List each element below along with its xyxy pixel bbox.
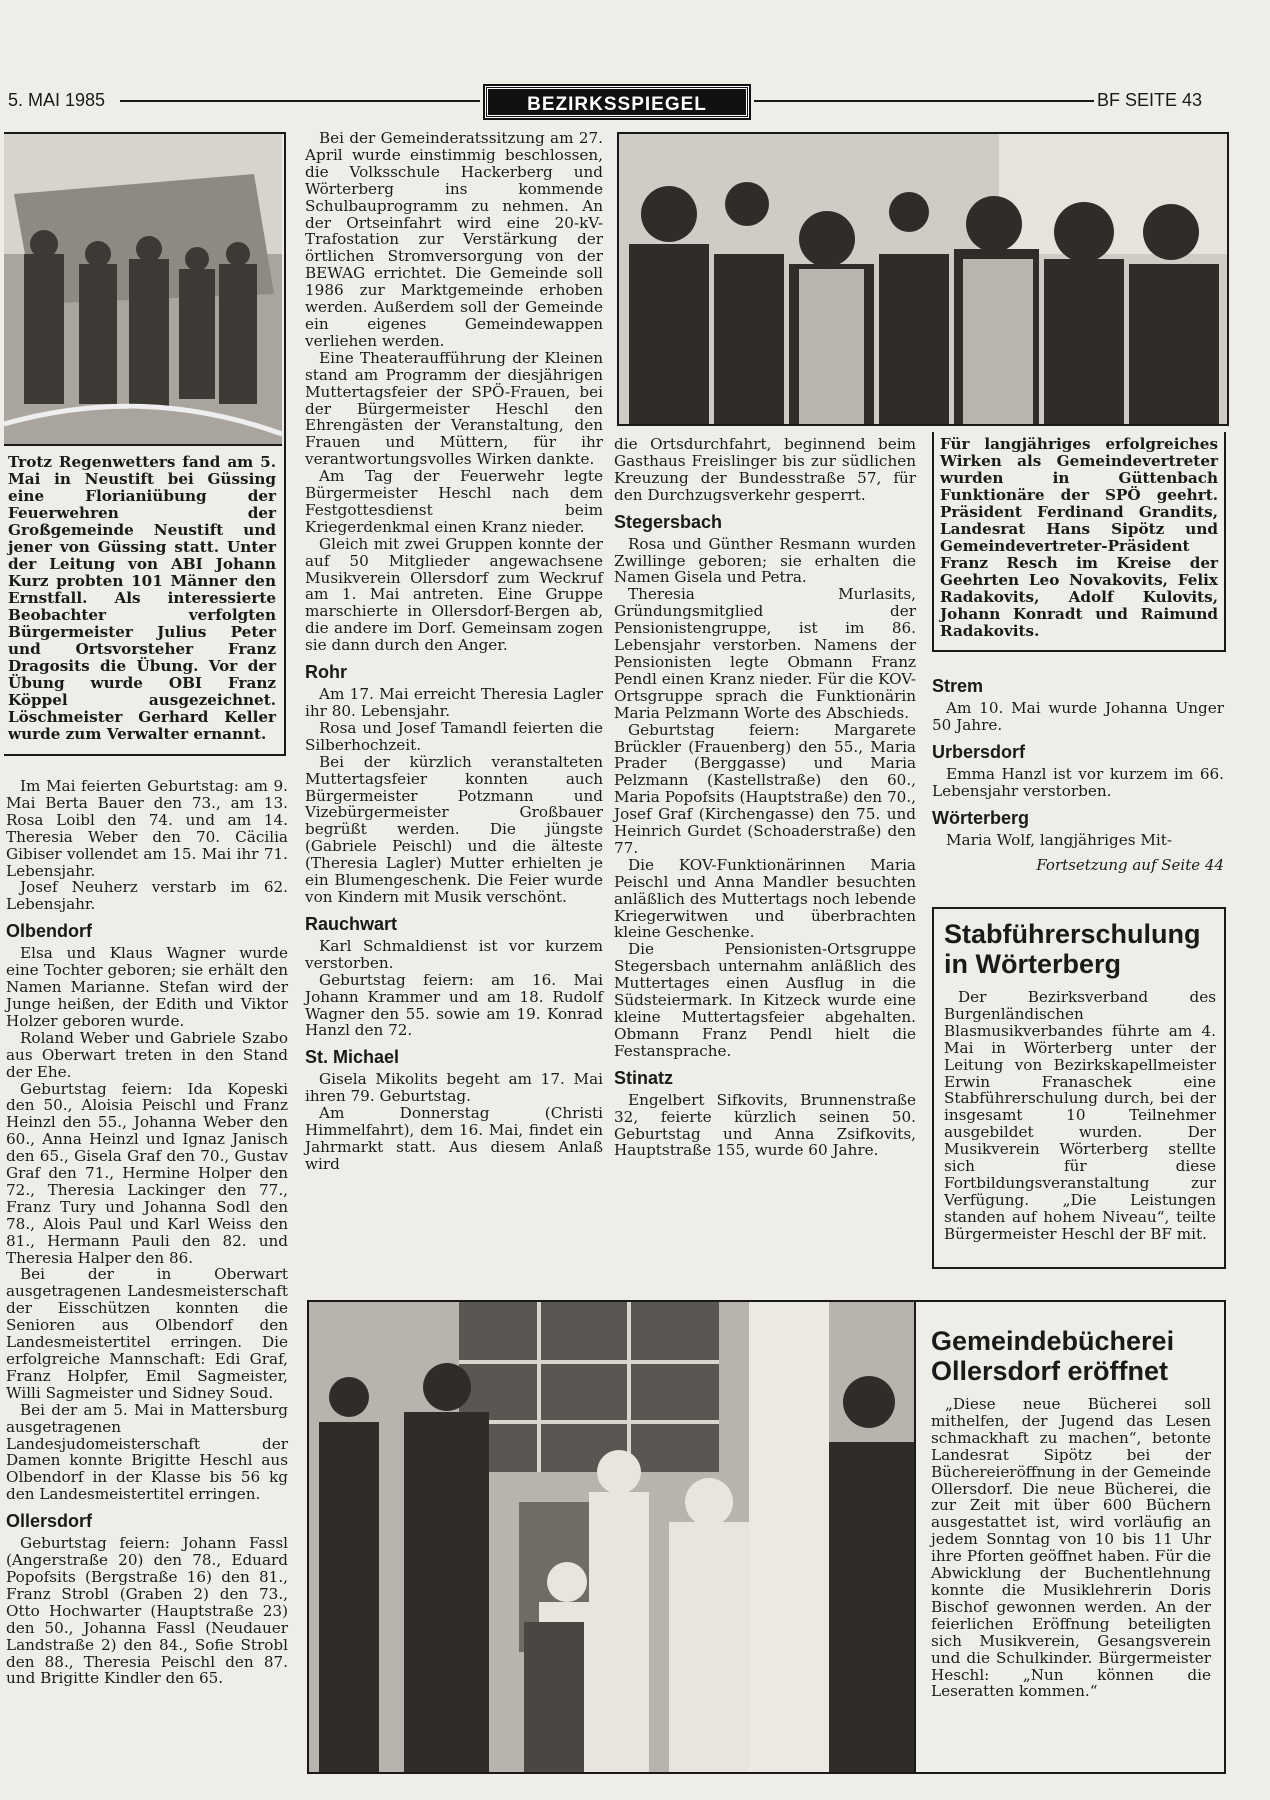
col2-paragraph: Gisela Mikolits begeht am 17. Mai ihren 79. Geburtstag. bbox=[305, 1070, 603, 1106]
heading-olbendorf: Olbendorf bbox=[6, 921, 92, 942]
col1-paragraph: Bei der in Oberwart ausgetragenen Landesmeisterschaft der Eisschützen konnten die Senioren aus Olbendorf den Landesmeistertitel erringen. Die erfolgreiche Mannschaft: Edi Graf, Franz Holpfer, Emil Sagmeister, Willi Sagmeister und Sidney Soud. bbox=[6, 1265, 288, 1402]
photo-library-opening bbox=[309, 1302, 916, 1772]
col1-paragraph: Elsa und Klaus Wagner wurde eine Tochter geboren; sie erhält den Namen Marianne. Stefan wird der Junge heißen, der Edith und Viktor Holzer geboren wurde. bbox=[6, 944, 288, 1030]
col3-paragraph: Theresia Murlasits, Gründungsmitglied der Pensionistengruppe, ist im 86. Lebensjahr verstorben. Namens der Pensionisten legte Obmann Franz Pendl einen Kranz nieder. Für die KOV-Ortsgruppe sprach die Funktionärin Maria Pelzmann Worte des Abschieds. bbox=[614, 585, 916, 722]
header-date: 5. MAI 1985 bbox=[8, 90, 106, 110]
article-box-stabfuehrer bbox=[932, 907, 1226, 1269]
paragraph-stabfuehrer: Der Bezirksverband des Burgenländischen Blasmusikverbandes führte am 4. Mai in Wörterberg unter der Leitung von Bezirkskapellmeister Erwin Franaschek eine Stabführerschulung durch, bei der insgesamt 10 Teilnehmer ausgebildet wurden. Der Musikverein Wörterberg stellte sich für diese Fortbildungsveranstaltung zur Verfügung. „Die Leistungen standen auf hohem Niveau“, teilte Bürgermeister Heschl der BF mit. bbox=[944, 988, 1216, 1243]
col2-paragraph: Am Tag der Feuerwehr legte Bürgermeister Heschl nach dem Festgottesdienst beim Kriegerdenkmal einen Kranz nieder. bbox=[305, 467, 603, 536]
col4-paragraph: Emma Hanzl ist vor kurzem im 66. Lebensjahr verstorben. bbox=[932, 764, 1224, 800]
heading-strem: Strem bbox=[932, 676, 984, 696]
column-3 bbox=[614, 436, 916, 1159]
text-stabfuehrer bbox=[944, 989, 1216, 1243]
header-rule-left bbox=[120, 100, 480, 102]
col2-paragraph: Bei der Gemeinderatssitzung am 27. April wurde einstimmig beschlossen, die Volksschule Hackerberg und Wörterberg ins kommende Schulbauprogramm zu nehmen. An der Ortseinfahrt wird eine 20-kV-Trafostation zur Verstärkung der örtlichen Stromversorgung von der BEWAG errichtet. Die Gemeinde soll 1986 zur Marktgemeinde erhoben werden. Außerdem soll der Gemeinde ein eigenes Gemeindewappen verliehen werden. bbox=[305, 129, 603, 350]
heading-urbersdorf: Urbersdorf bbox=[932, 741, 1026, 762]
heading-stegersbach: Stegersbach bbox=[614, 511, 723, 532]
heading-rauchwart: Rauchwart bbox=[305, 913, 398, 934]
col4-paragraph: Maria Wolf, langjähriges Mit- bbox=[946, 830, 1172, 849]
heading-ollersdorf: Ollersdorf bbox=[6, 1511, 93, 1532]
col3-paragraph: Die Pensionisten-Ortsgruppe Stegersbach unternahm anläßlich des Muttertages einen Ausflug in die Südsteiermark. In Kitzeck wurde eine kleine Muttertagsfeier abgehalten. Obmann Franz Pendl hielt die Festansprache. bbox=[614, 940, 916, 1060]
col3-paragraph: Geburtstag feiern: Margarete Brückler (Frauenberg) den 55., Maria Prader (Berggasse) und Maria Pelzmann (Kastellstraße) den 60., Maria Popofsits (Hauptstraße) den 70., Josef Graf (Kirchengasse) den 75. und Heinrich Gurdet (Schoaderstraße) den 77. bbox=[614, 720, 916, 857]
heading-stinatz: Stinatz bbox=[614, 1067, 674, 1088]
headline-stabfuehrer: Stabführerschulung in Wörterberg bbox=[944, 919, 1201, 979]
photo-box-firefighters bbox=[4, 132, 286, 756]
photo-group-honorees bbox=[617, 132, 1229, 426]
col1-paragraph: Im Mai feierten Geburtstag: am 9. Mai Berta Bauer den 73., am 13. Rosa Loibl den 74. und am 14. Theresia Weber den 70. Cäcilia Gibiser vollendet am 15. Mai ihr 71. Lebensjahr. bbox=[6, 777, 288, 880]
continued-note: Fortsetzung auf Seite 44 bbox=[1036, 855, 1224, 874]
col1-paragraph: Bei der am 5. Mai in Mattersburg ausgetragenen Landesjudomeisterschaft der Damen konnte Brigitte Heschl aus Olbendorf in der Klasse bis 56 kg den Landesmeistertitel erringen. bbox=[6, 1400, 288, 1504]
photo-caption-honorees: Für langjähriges erfolgreiches Wirken als Gemeindevertreter wurden in Güttenbach Funktionäre der SPÖ geehrt. Präsident Ferdinand Grandits, Landesrat Hans Sipötz und Gemeindevertreter-Präsident Franz Resch im Kreise der Geehrten Leo Novakovits, Felix Radakovits, Adolf Kulovits, Johann Konradt und Raimund Radakovits. bbox=[940, 435, 1218, 640]
col1-paragraph: Geburtstag feiern: Ida Kopeski den 50., Aloisia Peischl und Franz Heinzl den 55., Johanna Weber den 60., Anna Heinzl und Ignaz Janisch den 65., Gisela Graf den 70., Gustav Graf den 71., Hermine Holper den 72., Theresia Lackinger den 77., Franz Tury und Johanna Sodl den 78., Alois Paul und Karl Weiss den 81., Hermann Pauli den 82. und Theresia Halper den 86. bbox=[6, 1079, 288, 1267]
header-rule-right bbox=[754, 100, 1094, 102]
col2-paragraph: Bei der kürzlich veranstalteten Muttertagsfeier konnten auch Bürgermeister Potzmann und Vizebürgermeister Großbauer begrüßt werden. Die jüngste (Gabriele Peischl) und die älteste (Theresia Lagler) Mutter erhielten je ein Blumengeschenk. Die Feier wurde von Kindern mit Musik verschönt. bbox=[305, 752, 603, 906]
header-page-number: BF SEITE 43 bbox=[1097, 90, 1203, 110]
col3-paragraph: Die KOV-Funktionärinnen Maria Peischl und Anna Mandler besuchten anläßlich des Muttertags noch lebende Kriegerwitwen und überbrachten kleine Geschenke. bbox=[614, 855, 916, 942]
col2-paragraph: Am 17. Mai erreicht Theresia Lagler ihr 80. Lebensjahr. bbox=[305, 685, 603, 720]
heading-rohr: Rohr bbox=[305, 662, 347, 683]
col2-paragraph: Rosa und Josef Tamandl feierten die Silberhochzeit. bbox=[305, 718, 603, 754]
col2-paragraph: Eine Theateraufführung der Kleinen stand am Programm der diesjährigen Muttertagsfeier der SPÖ-Frauen, bei der Bürgermeister Heschl den Ehrengästen der Veranstaltung, den Frauen und Müttern, für ihr verantwortungsvolles Wirken dankte. bbox=[305, 348, 603, 469]
column-1 bbox=[6, 778, 288, 1687]
paragraph-buecherei: „Diese neue Bücherei soll mithelfen, der Jugend das Lesen schmackhaft zu machen“, betonte Landesrat Sipötz bei der Büchereieröffnung in der Gemeinde Ollersdorf. Die neue Bücherei, die zur Zeit mit über 600 Büchern ausgestattet ist, wird vorläufig an jedem Sonntag von 10 bis 11 Uhr ihre Pforten geöffnet haben. Für die Abwicklung der Buchentlehnung konnte die Musiklehrerin Doris Bischof gewonnen werden. An der feierlichen Eröffnung beteiligten sich Musikverein, Gesangsverein und die Schulkinder. Bürgermeister Heschl: „Nun können die Leseratten kommen.“ bbox=[931, 1395, 1211, 1701]
col3-paragraph: Engelbert Sifkovits, Brunnenstraße 32, feierte kürzlich seinen 50. Geburtstag und Anna Zsifkovits, Hauptstraße 155, wurde 60 Jahre. bbox=[614, 1090, 916, 1160]
headline-buecherei: Gemeindebücherei Ollersdorf eröffnet bbox=[931, 1326, 1175, 1386]
heading-st-michael: St. Michael bbox=[305, 1047, 400, 1068]
caption-box-honorees bbox=[932, 432, 1226, 652]
column-4 bbox=[932, 668, 1224, 873]
article-box-buecherei bbox=[307, 1300, 1226, 1774]
text-buecherei bbox=[931, 1396, 1211, 1700]
col3-paragraph: Rosa und Günther Resmann wurden Zwillinge geboren; sie erhalten die Namen Gisela und Petra. bbox=[614, 534, 916, 587]
col1-paragraph: Geburtstag feiern: Johann Fassl (Angerstraße 20) den 78., Eduard Popofsits (Bergstraße 16) den 81., Franz Strobl (Graben 2) den 73., Otto Hochwarter (Hauptstraße 23) den 50., Johanna Fassl (Neudauer Landstraße 2) den 84., Sofie Strobl den 88., Theresia Peischl den 87. und Brigitte Kindler den 65. bbox=[6, 1534, 288, 1688]
photo-firefighters bbox=[4, 134, 282, 446]
section-rubric: BEZIRKSSPIEGEL bbox=[485, 86, 749, 118]
col1-paragraph: Josef Neuherz verstarb im 62. Lebensjahr. bbox=[6, 878, 288, 914]
col2-paragraph: Gleich mit zwei Gruppen konnte der auf 50 Mitglieder angewachsene Musikverein Ollersdorf zum Weckruf am 1. Mai antreten. Eine Gruppe marschierte in Ollersdorf-Bergen ab, die andere im Dorf. Gemeinsam zogen sie dann durch den Anger. bbox=[305, 534, 603, 655]
col2-paragraph: Karl Schmaldienst ist vor kurzem verstorben. bbox=[305, 936, 603, 972]
col2-paragraph: Am Donnerstag (Christi Himmelfahrt), dem 16. Mai, findet ein Jahrmarkt statt. Aus diesem Anlaß wird bbox=[305, 1104, 603, 1173]
photo-caption-firefighters: Trotz Regenwetters fand am 5. Mai in Neustift bei Güssing eine Florianiübung der Feuerwehren der Großgemeinde Neustift und jener von Güssing statt. Unter der Leitung von ABI Johann Kurz probten 101 Männer den Ernstfall. Als interessierte Beobachter verfolgten Bürgermeister Julius Peter und Ortsvorsteher Franz Dragosits die Übung. Vor der Übung wurde OBI Franz Köppel ausgezeichnet. Löschmeister Gerhard Keller wurde zum Verwalter ernannt. bbox=[8, 453, 276, 743]
col2-paragraph: Geburtstag feiern: am 16. Mai Johann Krammer und am 18. Rudolf Wagner den 55. sowie am 19. Konrad Hanzl den 72. bbox=[305, 970, 603, 1040]
col3-paragraph: die Ortsdurchfahrt, beginnend beim Gasthaus Freislinger bis zur südlichen Kreuzung der Bundesstraße 57, für den Durchzugsverkehr gesperrt. bbox=[614, 435, 916, 504]
col4-paragraph: Am 10. Mai wurde Johanna Unger 50 Jahre. bbox=[932, 699, 1224, 734]
heading-woerterberg: Wörterberg bbox=[932, 807, 1030, 828]
column-2 bbox=[305, 130, 603, 1173]
col1-paragraph: Roland Weber und Gabriele Szabo aus Oberwart treten in den Stand der Ehe. bbox=[6, 1028, 288, 1081]
